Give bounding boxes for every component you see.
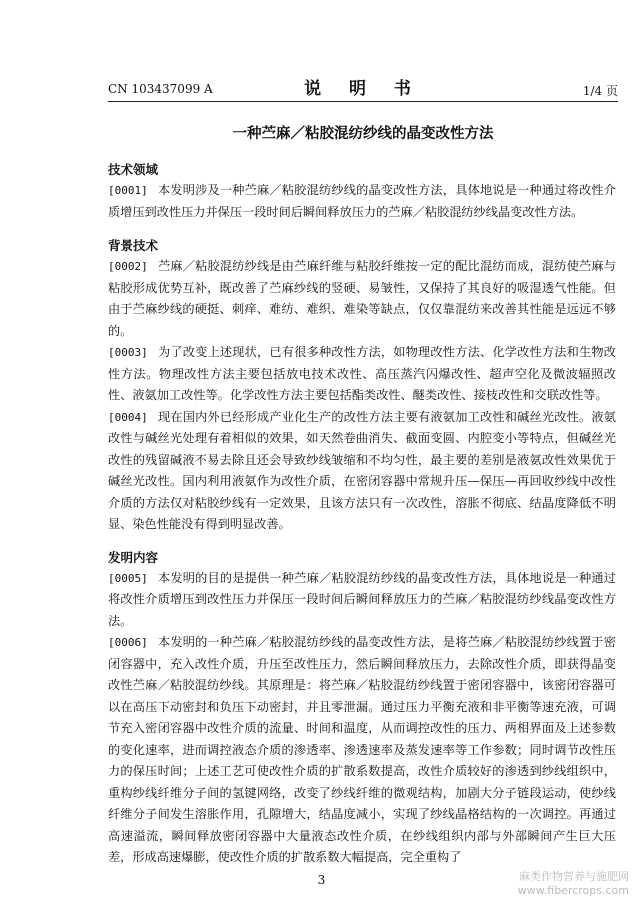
publication-number: CN 103437099 A: [108, 82, 213, 96]
paragraph-number: [0006]: [108, 636, 148, 649]
paragraph-text: 本发明的目的是提供一种苎麻／粘胶混纺纱线的晶变改性方法，具体地说是一种通过将改性介质增压到改性压力并保压一段时间后瞬间释放压力的苎麻／粘胶混纺纱线晶变改性方法。: [108, 570, 616, 628]
paragraph-text: 本发明涉及一种苎麻／粘胶混纺纱线的晶变改性方法，具体地说是一种通过将改性介质增压到改性压力并保压一段时间后瞬间释放压力的苎麻／粘胶混纺纱线晶变改性方法。: [108, 183, 616, 219]
paragraph-text: 本发明的一种苎麻／粘胶混纺纱线的晶变改性方法，是将苎麻／粘胶混纺纱线置于密闭容器中，充入改性介质，升压至改性压力，然后瞬间释放压力，去除改性介质，即获得晶变改性苎麻／粘胶混纺纱线。其原理是：将苎麻／粘胶混纺纱线置于密闭容器中，该密闭容器可以在高压下动密封和负压下动密封，并且零泄漏。通过压力平衡充液和非平衡等速充液，可调节充入密闭容器中改性介质的流量、时间和温度，从而调控改性的压力、两相界面及上述参数的变化速率，进而调控液态介质的渗透率、渗透速率及蒸发速率等工作参数；同时调节改性压力的保压时间；上述工艺可使改性介质的扩散系数提高，改性介质较好的渗透到纱线组织中，重构纱线纤维分子间的氢键网络，改变了纱线纤维的微观结构，加剧大分子链段运动，使纱线纤维分子间发生溶胀作用，孔隙增大，结晶度减小，实现了纱线晶格结构的一次调控。再通过高速溢流，瞬间释放密闭容器中大量液态改性介质，在纱线组织内部与外部瞬间产生巨大压差，形成高速爆膨，使改性介质的扩散系数大幅提高，完全重构了: [108, 635, 616, 864]
section-heading-technical-field: 技术领域: [108, 162, 159, 177]
page-of-total: 1/4 页: [582, 84, 618, 98]
watermark-site-url: www.fibercrops.com: [517, 884, 629, 897]
paragraph-number: [0002]: [108, 260, 148, 273]
paragraph-number: [0003]: [108, 346, 148, 359]
document-type: 说 明 书: [304, 79, 422, 99]
paragraph-number: [0004]: [108, 410, 148, 424]
document-body: [108, 160, 616, 869]
page-header: [108, 74, 618, 100]
paragraph-number: [0001]: [108, 184, 148, 197]
watermark-site-name: 麻类作物营养与施肥网: [519, 870, 629, 883]
paragraph-number: [0005]: [108, 571, 148, 585]
section-heading-background: 背景技术: [108, 238, 159, 253]
paragraph-0005: [108, 568, 616, 633]
invention-title: 一种苎麻／粘胶混纺纱线的晶变改性方法: [232, 126, 494, 142]
paragraph-0003: [108, 342, 616, 407]
site-watermark: [499, 870, 629, 898]
paragraph-text: 苎麻／粘胶混纺纱线是由苎麻纤维与粘胶纤维按一定的配比混纺而成，混纺使苎麻与粘胶形成优势互补，既改善了苎麻纱线的竖硬、易皱性，又保持了其良好的吸湿透气性能。但由于苎麻纱线的硬挺、刺痒、难纺、难织、难染等缺点，仅仅靠混纺来改善其性能是远远不够的。: [108, 259, 616, 338]
paragraph-0006: [108, 632, 616, 869]
header-rule: [108, 101, 618, 102]
paragraph-text: 为了改变上述现状，已有很多种改性方法，如物理改性方法、化学改性方法和生物改性方法。物理改性方法主要包括放电技术改性、高压蒸汽闪爆改性、超声空化及微波辐照改性、液氨加工改性等。化学改性方法主要包括酯类改性、醚类改性、接枝改性和交联改性等。: [108, 345, 616, 402]
paragraph-0001: [108, 180, 616, 223]
page-number: 3: [317, 873, 326, 887]
paragraph-0004: [108, 407, 616, 536]
paragraph-0002: [108, 256, 616, 342]
paragraph-text: 现在国内外已经形成产业化生产的改性方法主要有液氨加工改性和碱丝光改性。液氨改性与碱丝光处理有着相似的效果，如天然卷曲消失、截面变圆、内腔变小等特点，但碱丝光改性的残留碱液不易去除且还会导致纱线皱缩和不均匀性，最主要的差别是液氨改性效果优于碱丝光改性。国内利用液氨作为改性介质，在密闭容器中常规升压—保压—再回收纱线中改性介质的方法仅对粘胶纱线有一定效果，且该方法只有一次改性，溶胀不彻底、结晶度降低不明显、染色性能没有得到明显改善。: [108, 409, 616, 531]
section-heading-summary: 发明内容: [108, 549, 159, 565]
